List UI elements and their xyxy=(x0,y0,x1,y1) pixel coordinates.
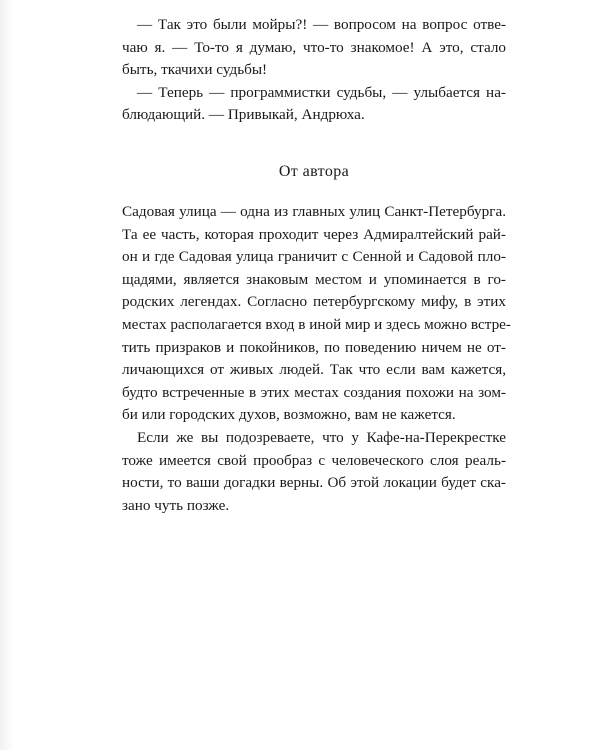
text-line: щадями, является знаковым местом и упоминается в го- xyxy=(122,270,506,288)
text-line: Если же вы подозреваете, что у Кафе-на-Перекрестке xyxy=(137,428,506,446)
text-line: местах располагается вход в иной мир и здесь можно встре- xyxy=(122,315,511,333)
text-line: ности, то ваши догадки верны. Об этой локации будет ска- xyxy=(122,474,506,492)
text-line: тить призраков и покойников, по поведению ничем не от- xyxy=(122,338,506,356)
text-line: тоже имеется свой прообраз с человеческого слоя реаль- xyxy=(122,451,506,469)
page-gutter-shadow xyxy=(0,0,14,750)
text-line: би или городских духов, возможно, вам не кажется. xyxy=(122,406,456,424)
text-line: быть, ткачихи судьбы! xyxy=(122,61,268,79)
text-line: — Теперь — программистки судьбы, — улыбается на- xyxy=(137,83,506,101)
dialogue-block xyxy=(122,14,506,127)
text-line: чаю я. — То-то я думаю, что-то знакомое! А это, стало xyxy=(122,38,506,56)
dialogue-paragraph-2 xyxy=(122,82,506,127)
text-line: личающихся от живых людей. Так что если вам кажется, xyxy=(122,361,506,379)
text-line: родских легендах. Согласно петербургскому мифу, в этих xyxy=(122,293,506,311)
text-line: Садовая улица — одна из главных улиц Санкт-Петербурга. xyxy=(122,203,506,220)
author-note-paragraph-2 xyxy=(122,427,506,517)
text-line: будто встреченные в этих местах создания похожи на зом- xyxy=(122,383,506,401)
text-line: он и где Садовая улица граничит с Сенной и Садовой пло- xyxy=(122,248,506,266)
dialogue-paragraph-1 xyxy=(122,14,506,82)
text-line: зано чуть позже. xyxy=(122,496,230,514)
text-line: — Так это были мойры?! — вопросом на вопрос отве- xyxy=(137,16,506,33)
text-line: Та ее часть, которая проходит через Адмиралтейский рай- xyxy=(122,225,506,243)
author-note-paragraph-1 xyxy=(122,201,511,427)
text-line: блюдающий. — Привыкай, Андрюха. xyxy=(122,106,365,124)
section-heading: От автора xyxy=(278,163,350,180)
author-note-block xyxy=(122,201,511,517)
